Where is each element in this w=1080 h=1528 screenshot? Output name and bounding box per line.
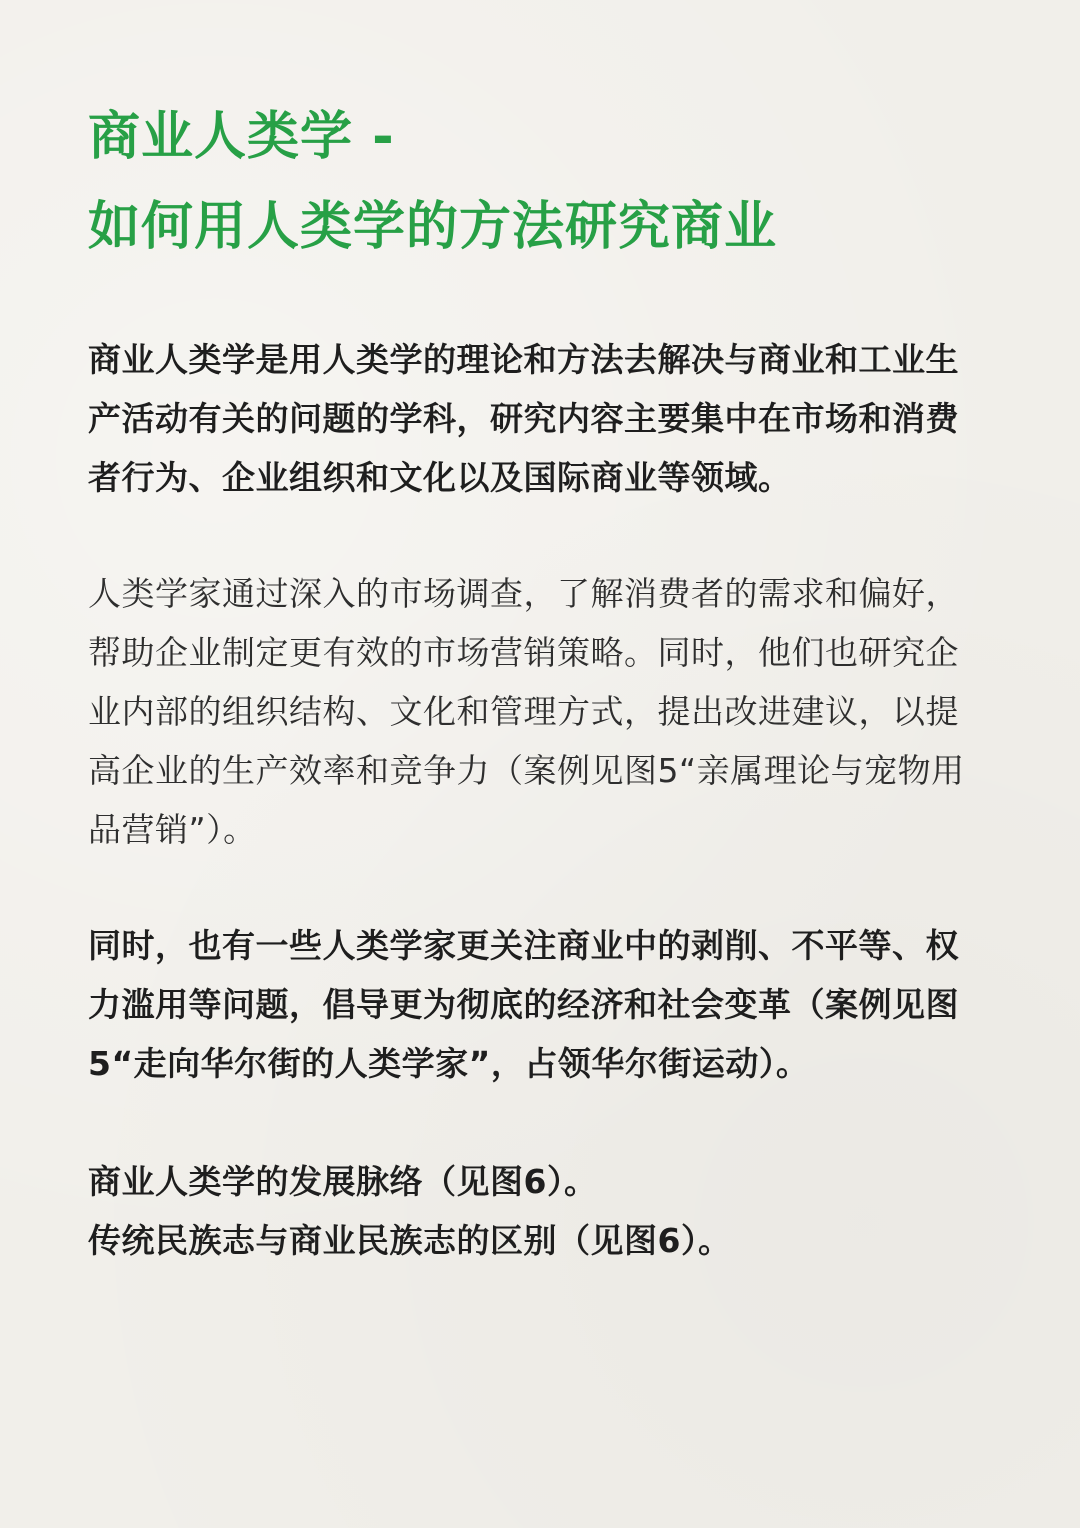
paragraph-market-research <box>88 564 1008 859</box>
title-line-2: 如何用人类学的方法研究商业 <box>88 197 778 257</box>
paragraph-critical-view <box>88 916 1008 1093</box>
paragraph-line: 同时，也有一些人类学家更关注商业中的剥削、不平等、权 <box>88 926 959 965</box>
paragraph-line: 人类学家通过深入的市场调查，了解消费者的需求和偏好， <box>88 574 959 613</box>
page-title <box>88 92 1028 272</box>
paragraph-line: 商业人类学是用人类学的理论和方法去解决与商业和工业生 <box>88 340 959 379</box>
paragraph-line: 商业人类学的发展脉络（见图6）。 <box>88 1162 598 1201</box>
paragraph-definition <box>88 330 1008 507</box>
paragraph-line: 高企业的生产效率和竞争力（案例见图5“亲属理论与宠物用 <box>88 751 965 790</box>
paragraph-line: 帮助企业制定更有效的市场营销策略。同时，他们也研究企 <box>88 633 959 672</box>
paragraph-line: 力滥用等问题，倡导更为彻底的经济和社会变革（案例见图 <box>88 985 959 1024</box>
paragraph-line: 产活动有关的问题的学科，研究内容主要集中在市场和消费 <box>88 399 959 438</box>
paragraph-line: 品营销”）。 <box>88 810 257 849</box>
paragraph-line: 者行为、企业组织和文化以及国际商业等领域。 <box>88 458 792 497</box>
paragraph-line: 业内部的组织结构、文化和管理方式，提出改进建议，以提 <box>88 692 959 731</box>
paragraph-references <box>88 1152 1008 1270</box>
paragraph-line: 传统民族志与商业民族志的区别（见图6）。 <box>88 1221 732 1260</box>
title-line-1: 商业人类学 - <box>88 107 395 167</box>
paragraph-line: 5“走向华尔街的人类学家”，占领华尔街运动）。 <box>88 1044 810 1083</box>
